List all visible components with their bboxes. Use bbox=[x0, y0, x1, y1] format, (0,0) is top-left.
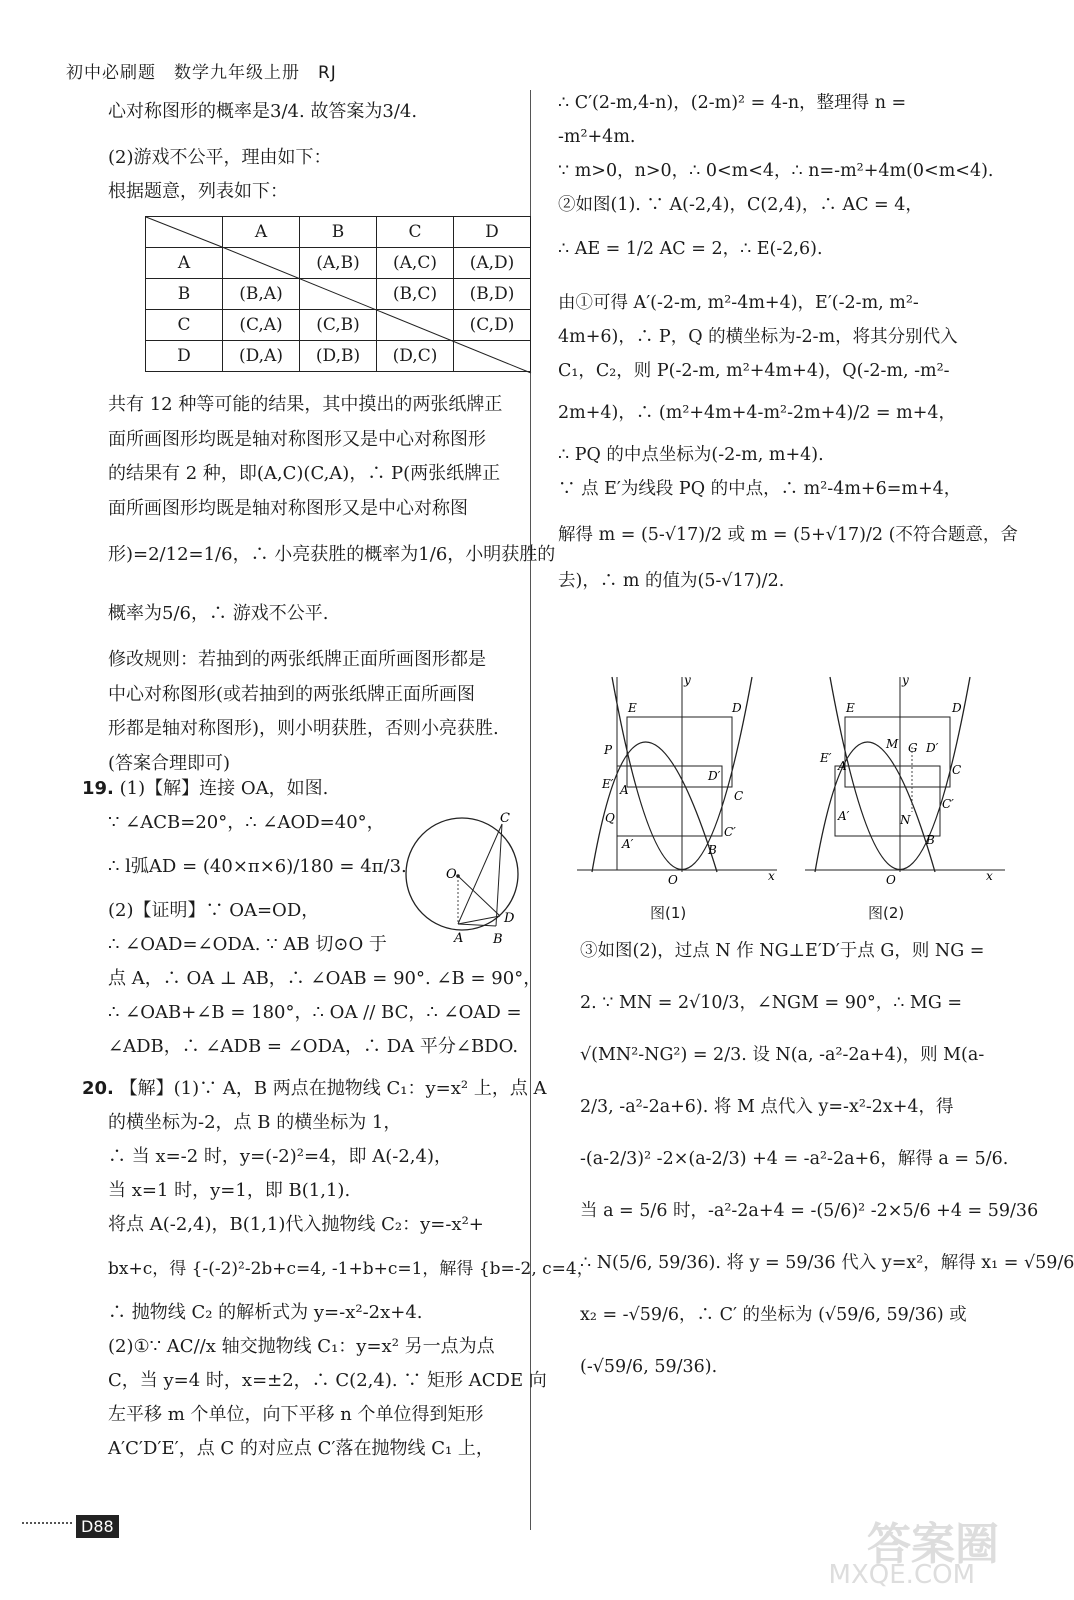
label-c: C bbox=[500, 811, 510, 826]
figure-1-caption: 图(1) bbox=[650, 904, 687, 922]
text-line: ∴ N(5/6, 59/36). 将 y = 59/36 代入 y=x²，解得 x₁ = √59/6 bbox=[580, 1253, 1074, 1273]
table-header-cell: B bbox=[300, 217, 377, 248]
label-d: D bbox=[952, 701, 962, 715]
q19-first-line bbox=[82, 772, 541, 806]
circle-figure bbox=[404, 812, 526, 947]
label-d-prime: D′ bbox=[708, 769, 721, 783]
table-cell: (C,B) bbox=[300, 310, 377, 341]
text-line: ∵ 点 E′为线段 PQ 的中点，∴ m²-4m+6=m+4， bbox=[558, 479, 962, 499]
text-line: ③如图(2)，过点 N 作 NG⊥E′D′于点 G，则 NG = bbox=[580, 941, 985, 961]
text-line: 面所画图形均既是轴对称图形又是中心对称图形 bbox=[108, 428, 486, 450]
label-a: A bbox=[620, 783, 629, 797]
text-line: ∴ ∠OAB+∠B = 180°，∴ OA // BC，∴ ∠OAD = bbox=[108, 1002, 522, 1023]
watermark: 答案圈 bbox=[867, 1519, 999, 1570]
text-line: (答案合理即可) bbox=[108, 752, 231, 774]
label-e: E bbox=[628, 701, 637, 715]
text-line: -m²+4m. bbox=[558, 127, 636, 147]
label-e-prime: E′ bbox=[602, 777, 614, 791]
label-b: B bbox=[493, 932, 503, 947]
text-line: √(MN²-NG²) = 2/3. 设 N(a, -a²-2a+4)，则 M(a- bbox=[580, 1045, 985, 1065]
text-line: 解得 m = (5-√17)/2 或 m = (5+√17)/2 (不符合题意，舍 bbox=[558, 525, 1018, 545]
text-line: -(a-2/3)² -2×(a-2/3) +4 = -a²-2a+6，解得 a = 5/6. bbox=[580, 1149, 1009, 1169]
left-top-text bbox=[108, 95, 417, 209]
text-line: (2)①∵ AC//x 轴交抛物线 C₁：y=x² 另一点为点 bbox=[108, 1336, 495, 1357]
label-c-prime: C′ bbox=[942, 797, 954, 811]
text-line: 由①可得 A′(-2-m, m²-4m+4)，E′(-2-m, m²- bbox=[558, 293, 919, 313]
text-line: ∴ ∠OAD=∠ODA. ∵ AB 切⊙O 于 bbox=[108, 934, 387, 955]
text-line: 的结果有 2 种，即(A,C)(C,A)，∴ P(两张纸牌正 bbox=[108, 463, 501, 484]
label-a-prime: A′ bbox=[838, 809, 850, 823]
label-x: x bbox=[986, 869, 993, 883]
segment-ab bbox=[458, 924, 496, 926]
table-diagonal-line bbox=[145, 216, 532, 374]
label-m: M bbox=[886, 737, 899, 751]
label-a-prime: A′ bbox=[622, 837, 634, 851]
question-20 bbox=[82, 1072, 594, 1466]
text-line: ∵ m>0，n>0，∴ 0<m<4，∴ n=-m²+4m(0<m<4). bbox=[558, 161, 994, 181]
label-o: O bbox=[886, 873, 896, 887]
label-b: B bbox=[708, 843, 717, 857]
text-line: 2. ∵ MN = 2√10/3，∠NGM = 90°，∴ MG = bbox=[580, 993, 963, 1013]
parabola-c2 bbox=[815, 742, 935, 872]
text-line: 的横坐标为-2，点 B 的横坐标为 1， bbox=[108, 1112, 402, 1133]
label-d-prime: D′ bbox=[926, 741, 939, 755]
text-line: 共有 12 种等可能的结果，其中摸出的两张纸牌正 bbox=[108, 394, 503, 415]
text-line: x₂ = -√59/6，∴ C′ 的坐标为 (√59/6, 59/36) 或 bbox=[580, 1305, 967, 1325]
label-b: B bbox=[926, 833, 935, 847]
table-header-cell: A bbox=[223, 217, 300, 248]
table-cell: (A,B) bbox=[300, 248, 377, 279]
label-y: y bbox=[684, 673, 691, 687]
text-line: 当 a = 5/6 时，-a²-2a+4 = -(5/6)² -2×5/6 +4 = 59/36 bbox=[580, 1201, 1039, 1221]
text-line: 根据题意，列表如下： bbox=[108, 181, 288, 202]
table-cell: (D,C) bbox=[377, 341, 454, 372]
label-a: A bbox=[838, 759, 847, 773]
text-line: 2/3, -a²-2a+6). 将 M 点代入 y=-x²-2x+4，得 bbox=[580, 1097, 954, 1117]
figure-2-caption: 图(2) bbox=[868, 904, 905, 922]
text-line: ∵ ∠ACB=20°，∴ ∠AOD=40°， bbox=[108, 812, 385, 833]
page-header: 初中必刷题 数学九年级上册 RJ bbox=[66, 63, 337, 83]
table-cell: (B,C) bbox=[377, 279, 454, 310]
table-cell: D bbox=[146, 341, 223, 372]
text-line: ②如图(1). ∵ A(-2,4)，C(2,4)，∴ AC = 4， bbox=[558, 195, 923, 215]
text-line: (-√59/6, 59/36). bbox=[580, 1357, 718, 1377]
text-line: 【解】(1)∵ A，B 两点在抛物线 C₁：y=x² 上，点 A bbox=[119, 1078, 547, 1099]
text-line: 2m+4)，∴ (m²+4m+4-m²-2m+4)/2 = m+4， bbox=[558, 403, 957, 423]
label-a: A bbox=[454, 931, 464, 946]
label-c: C bbox=[952, 763, 962, 777]
right-bottom-text bbox=[580, 934, 1074, 1402]
footer-dots bbox=[22, 1522, 72, 1524]
page-number: D88 bbox=[76, 1515, 119, 1538]
text-line: 面所画图形均既是轴对称图形又是中心对称图 bbox=[108, 497, 468, 519]
text-line: C₁，C₂，则 P(-2-m, m²+4m+4)，Q(-2-m, -m²- bbox=[558, 361, 950, 381]
table-header-cell: D bbox=[454, 217, 531, 248]
text-line: ∴ 抛物线 C₂ 的解析式为 y=-x²-2x+4. bbox=[108, 1302, 423, 1323]
table-cell: (C,A) bbox=[223, 310, 300, 341]
segment-ac bbox=[458, 824, 502, 924]
text-line: 4m+6)，∴ P，Q 的横坐标为-2-m，将其分别代入 bbox=[558, 327, 958, 347]
text-line: C，当 y=4 时，x=±2，∴ C(2,4). ∵ 矩形 ACDE 向 bbox=[108, 1370, 547, 1391]
text-line: ∴ PQ 的中点坐标为(-2-m, m+4). bbox=[558, 445, 824, 465]
label-e-prime: E′ bbox=[820, 751, 832, 765]
label-c: C bbox=[734, 789, 744, 803]
text-line: 修改规则：若抽到的两张纸牌正面所画图形都是 bbox=[108, 649, 486, 670]
text-line: ∴ 当 x=-2 时，y=(-2)²=4，即 A(-2,4)， bbox=[108, 1146, 452, 1167]
question-number: 20. bbox=[82, 1078, 114, 1099]
q20-body bbox=[82, 1106, 594, 1466]
label-q: Q bbox=[605, 811, 615, 825]
label-e: E bbox=[846, 701, 855, 715]
table-cell: (D,B) bbox=[300, 341, 377, 372]
text-line: (2)【证明】∵ OA=OD， bbox=[108, 900, 320, 921]
text-line: 形)=2/12=1/6，∴ 小亮获胜的概率为1/6，小明获胜的 bbox=[108, 544, 556, 565]
text-line: 将点 A(-2,4)，B(1,1)代入抛物线 C₂：y=-x²+ bbox=[108, 1214, 484, 1235]
table-header-cell: C bbox=[377, 217, 454, 248]
label-d: D bbox=[732, 701, 742, 715]
label-d: D bbox=[504, 911, 515, 926]
text-line: 心对称图形的概率是3/4. 故答案为3/4. bbox=[108, 101, 418, 122]
left-mid-text bbox=[108, 388, 555, 781]
text-line: ∴ C′(2-m,4-n)，(2-m)² = 4-n，整理得 n = bbox=[558, 93, 907, 113]
text-line: 点 A，∴ OA ⊥ AB，∴ ∠OAB = 90°. ∠B = 90°， bbox=[108, 968, 542, 989]
q20-first-line bbox=[82, 1072, 594, 1106]
table-cell: B bbox=[146, 279, 223, 310]
table-cell: (C,D) bbox=[454, 310, 531, 341]
text-line: 概率为5/6，∴ 游戏不公平. bbox=[108, 602, 329, 624]
text-line: (1)【解】连接 OA，如图. bbox=[119, 778, 329, 799]
center-point bbox=[456, 874, 460, 878]
text-line: 左平移 m 个单位，向下平移 n 个单位得到矩形 bbox=[108, 1404, 484, 1425]
text-line: ∠ADB，∴ ∠ADB = ∠ODA，∴ DA 平分∠BDO. bbox=[108, 1036, 519, 1057]
text-line: 去)，∴ m 的值为(5-√17)/2. bbox=[558, 571, 785, 591]
segment-bc bbox=[496, 824, 502, 926]
text-line: (2)游戏不公平，理由如下： bbox=[108, 147, 332, 168]
label-g: G bbox=[908, 741, 918, 755]
text-line: bx+c，得 {-(-2)²-2b+c=4, -1+b+c=1，解得 {b=-2, c=4， bbox=[108, 1259, 594, 1279]
question-number: 19. bbox=[82, 778, 114, 799]
figure-1 bbox=[572, 672, 782, 887]
table-cell: (A,C) bbox=[377, 248, 454, 279]
table-cell: C bbox=[146, 310, 223, 341]
text-line: ∴ l弧AD = (40×π×6)/180 = 4π/3. bbox=[108, 856, 407, 877]
table-cell: A bbox=[146, 248, 223, 279]
text-line: 当 x=1 时，y=1，即 B(1,1). bbox=[108, 1180, 351, 1201]
table-cell: (D,A) bbox=[223, 341, 300, 372]
label-o: O bbox=[668, 873, 678, 887]
table-cell: (B,D) bbox=[454, 279, 531, 310]
label-n: N bbox=[900, 813, 911, 827]
label-c-prime: C′ bbox=[724, 825, 736, 839]
text-line: ∴ AE = 1/2 AC = 2，∴ E(-2,6). bbox=[558, 239, 823, 259]
right-top-text bbox=[558, 86, 1018, 598]
label-x: x bbox=[768, 869, 775, 883]
label-y: y bbox=[902, 673, 909, 687]
table-cell: (B,A) bbox=[223, 279, 300, 310]
figure-2 bbox=[800, 672, 1010, 887]
parabola-c2 bbox=[592, 742, 717, 872]
label-p: P bbox=[604, 743, 613, 757]
text-line: A′C′D′E′，点 C 的对应点 C′落在抛物线 C₁ 上， bbox=[108, 1438, 494, 1459]
label-o: O bbox=[446, 867, 457, 882]
table-cell: (A,D) bbox=[454, 248, 531, 279]
watermark-url: MXQE.COM bbox=[828, 1560, 975, 1590]
text-line: 形都是轴对称图形)，则小明获胜，否则小亮获胜. bbox=[108, 718, 499, 739]
text-line: 中心对称图形(或若抽到的两张纸牌正面所画图 bbox=[108, 683, 476, 705]
